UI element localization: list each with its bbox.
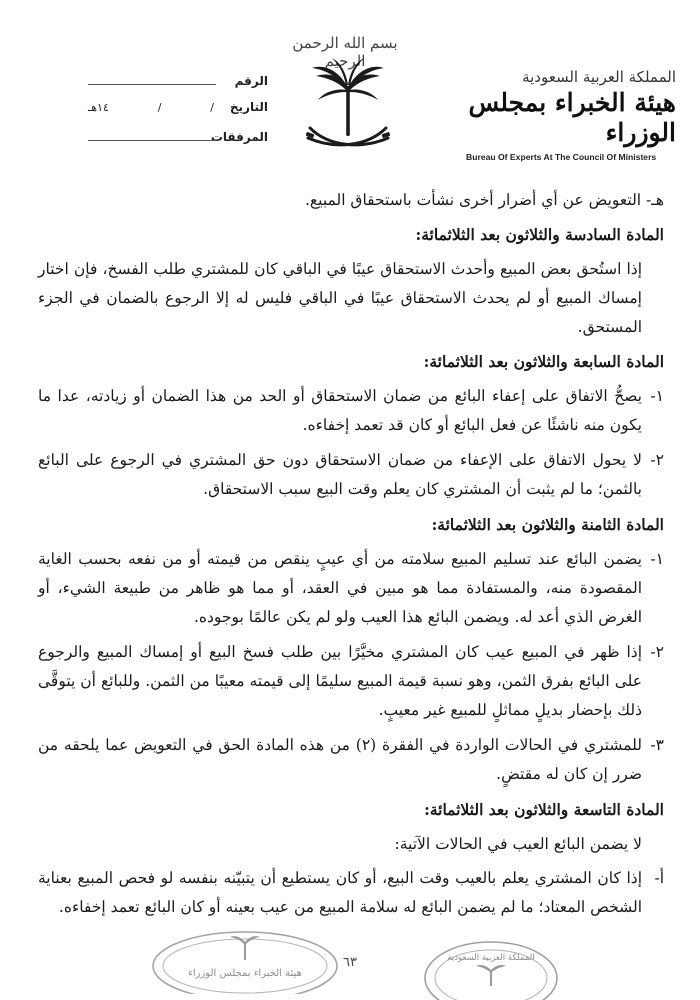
item-number: ٢- (650, 451, 664, 469)
item-text: إذا كان المشتري يعلم بالعيب وقت البيع، أو كان يستطيع أن يتبيّنه بنفسه لو فحص المبيع بعناية الشخص المعتاد؛ ما لم يضمن البائع له سلامة المبيع من عيب بعينه أو كان البائع تعمد إخفاءه. (38, 869, 642, 916)
item-number: ١- (650, 550, 664, 568)
attachments-line (88, 128, 216, 141)
paragraph-h: هـ- التعويض عن أي أضرار أخرى نشأت باستحقاق المبيع. (304, 191, 664, 209)
item-number: أ- (654, 869, 664, 887)
document-body (38, 186, 664, 928)
attachments-row (88, 128, 268, 156)
attachments-label: المرفقات (210, 130, 268, 144)
item-text: لا يحول الاتفاق على الإعفاء من ضمان الاستحقاق دون حق المشتري في الرجوع على البائع بالثمن؛ ما لم يثبت أن المشتري كان يعلم وقت البيع سبب الاستحقاق. (38, 451, 642, 498)
palm-swords-emblem-icon (302, 58, 394, 156)
item-number: ٢- (650, 643, 664, 661)
article-338-heading: المادة الثامنة والثلاثون بعد الثلاثمائة: (431, 515, 664, 534)
kingdom-name: المملكة العربية السعودية (522, 68, 676, 86)
date-sep-2: / (157, 101, 162, 114)
article-336-text: إذا استُحق بعض المبيع وأحدث الاستحقاق عيبًا في الباقي كان للمشتري طلب الفسخ، فإن اختار إمساك المبيع أو لم يحدث الاستحقاق عيبًا في الباقي فليس له إلا الرجوع بالضمان في الجزء المستحق. (38, 260, 642, 336)
article-337-item (38, 446, 664, 504)
page-number: ٦٣ (343, 955, 357, 970)
stamp-right-text: المملكة العربية السعودية (447, 953, 535, 963)
reference-block (88, 72, 268, 156)
item-number: ٣- (650, 736, 664, 754)
article-339-heading: المادة التاسعة والثلاثون بعد الثلاثمائة: (424, 800, 664, 819)
official-stamp-left (150, 924, 340, 994)
item-number: ١- (650, 387, 664, 405)
article-338-item (38, 638, 664, 725)
item-text: يصحُّ الاتفاق على إعفاء البائع من ضمان الاستحقاق أو الحد من هذا الضمان أو زيادته، عدا ما يكون منه ناشئًا عن فعل البائع أو كان قد تعمد إخفاءه. (38, 387, 642, 434)
article-337-heading: المادة السابعة والثلاثون بعد الثلاثمائة: (423, 352, 664, 371)
official-stamp-right (421, 938, 561, 1000)
article-338-item (38, 731, 664, 789)
date-label: التاريخ (229, 100, 268, 114)
date-sep-1: / (210, 101, 214, 114)
reference-label: الرقم (234, 74, 268, 88)
organization-header (466, 68, 676, 162)
article-338-item (38, 545, 664, 632)
basmala: بسم الله الرحمن الرحيم (292, 34, 398, 70)
date-year: ١٤هـ (88, 101, 109, 114)
bureau-name-english: Bureau Of Experts At The Council Of Ministers (466, 152, 657, 162)
article-336-heading: المادة السادسة والثلاثون بعد الثلاثمائة: (415, 225, 664, 244)
stamp-right-emblem-icon (476, 965, 506, 986)
article-339-intro: لا يضمن البائع العيب في الحالات الآتية: (394, 835, 642, 853)
article-339-item (38, 864, 664, 922)
item-text: إذا ظهر في المبيع عيب كان المشتري مخيَّرًا بين طلب فسخ البيع أو إمساك المبيع والرجوع على البائع بفرق الثمن، وهو نسبة قيمة المبيع سليمًا إلى قيمته معيبًا من الثمن. وللبائع أن يتوقَّى ذلك بإحضار بديلٍ مماثلٍ للمبيع غير معيبٍ. (38, 643, 642, 719)
item-text: يضمن البائع عند تسليم المبيع سلامته من أي عيبٍ ينقص من قيمته أو من نفعه بحسب الغاية المقصودة منه، والمستفادة مما هو مبين في العقد، أو مما هو ظاهر من طبيعة الشيء، أو الغرض الذي أعد له. ويضمن البائع هذا العيب ولو لم يكن عالمًا بوجوده. (38, 550, 642, 626)
bureau-name-arabic: هيئة الخبراء بمجلس الوزراء (468, 88, 676, 147)
article-337-item (38, 382, 664, 440)
item-text: للمشتري في الحالات الواردة في الفقرة (٢) من هذه المادة الحق في التعويض عما يلحقه من ضرر إن كان له مقتضٍ. (38, 736, 642, 783)
date-value (88, 101, 220, 114)
date-row (88, 100, 268, 128)
stamp-left-text: هيئة الخبراء بمجلس الوزراء (188, 968, 302, 979)
reference-row (88, 72, 268, 100)
reference-line (88, 72, 216, 85)
